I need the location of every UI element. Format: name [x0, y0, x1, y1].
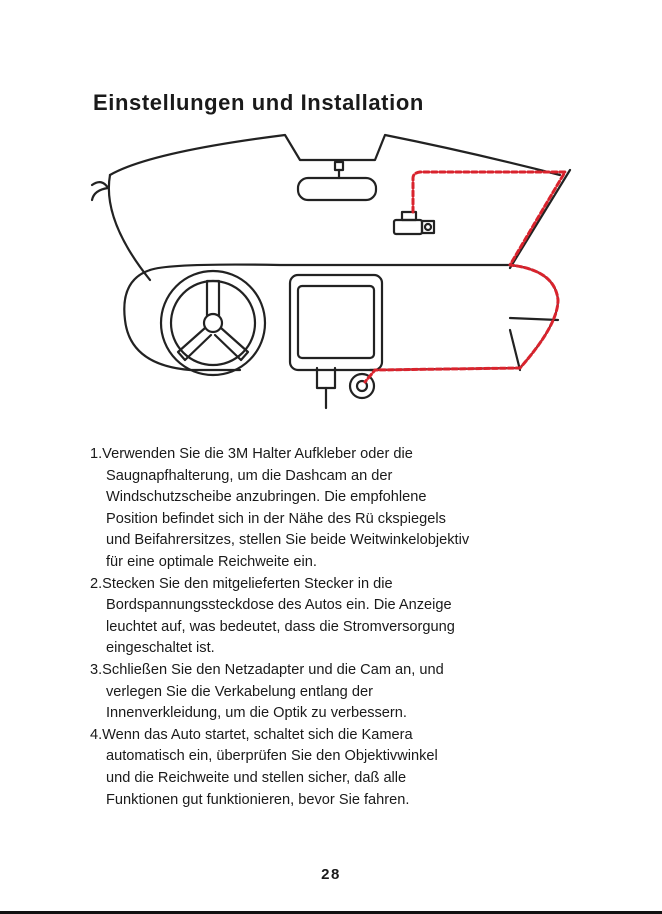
- step-line: eingeschaltet ist.: [106, 640, 215, 657]
- step-line: leuchtet auf, was bedeutet, dass die Stromversorgung: [106, 618, 455, 635]
- dashboard-lower: [510, 330, 520, 370]
- step-line: Innenverkleidung, um die Optik zu verbessern.: [106, 705, 407, 722]
- step-line: Windschutzscheibe anzubringen. Die empfohlene: [106, 489, 427, 506]
- step-line: und Beifahrersitzes, stellen Sie beide Weitwinkelobjektiv: [106, 532, 470, 549]
- rearview-mirror: [298, 162, 376, 200]
- steering-wheel: [161, 271, 265, 375]
- a-pillar-right: [510, 170, 570, 268]
- instruction-step: [90, 444, 590, 574]
- cable-route: [365, 172, 565, 382]
- installation-illustration: [80, 130, 580, 420]
- a-pillar-left-inner: [92, 182, 108, 200]
- dashboard-trim: [510, 318, 558, 320]
- a-pillar-left: [109, 175, 150, 280]
- step-line: 1.Verwenden Sie die 3M Halter Aufkleber oder die: [90, 446, 413, 462]
- step-line: 3.Schließen Sie den Netzadapter und die Cam an, und: [90, 661, 444, 678]
- step-line: automatisch ein, überprüfen Sie den Objektivwinkel: [106, 748, 438, 765]
- center-console: [290, 275, 382, 408]
- instruction-step: [90, 660, 590, 725]
- instruction-step: [90, 574, 590, 660]
- step-line: Saugnapfhalterung, um die Dashcam an der: [106, 467, 393, 484]
- page-number: 28: [321, 866, 341, 883]
- instruction-list: [90, 444, 590, 811]
- step-line: und die Reichweite und stellen sicher, daß alle: [106, 769, 407, 786]
- step-line: verlegen Sie die Verkabelung entlang der: [106, 683, 373, 700]
- dashcam: [394, 212, 434, 234]
- step-line: Position befindet sich in der Nähe des Rü ckspiegels: [106, 510, 446, 527]
- instruction-step: [90, 725, 590, 811]
- step-line: für eine optimale Reichweite ein.: [106, 553, 317, 570]
- step-line: Bordspannungssteckdose des Autos ein. Die Anzeige: [106, 597, 452, 614]
- page-title: Einstellungen und Installation: [93, 90, 424, 115]
- step-line: 4.Wenn das Auto startet, schaltet sich die Kamera: [90, 726, 413, 743]
- step-line: 2.Stecken Sie den mitgelieferten Stecker in die: [90, 575, 393, 592]
- step-line: Funktionen gut funktionieren, bevor Sie fahren.: [106, 791, 410, 808]
